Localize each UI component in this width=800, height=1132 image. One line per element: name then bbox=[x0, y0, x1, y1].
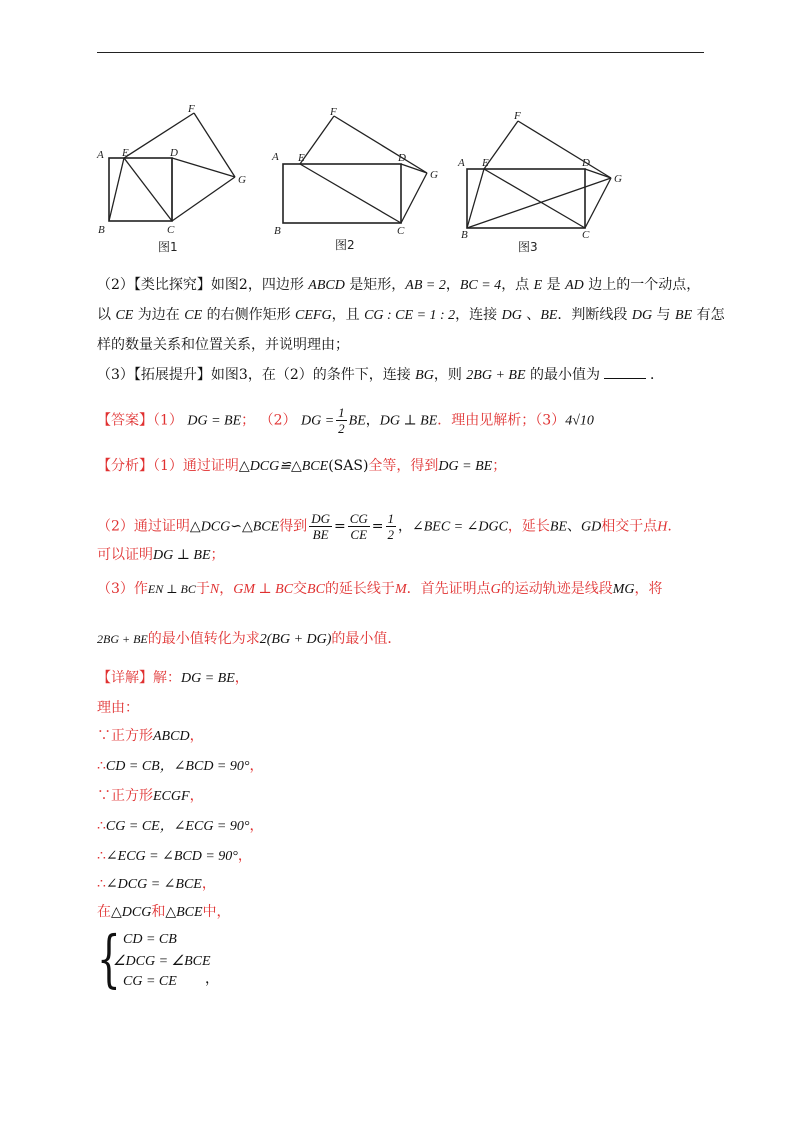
svg-text:C: C bbox=[167, 224, 175, 236]
question-2-line-2: 以 CE 为边在 CE 的右侧作矩形 CEFG，且 CG : CE = 1 : 2，连接 DG 、BE．判断线段 DG 与 BE 有怎 bbox=[97, 307, 725, 323]
svg-text:D: D bbox=[398, 152, 406, 164]
svg-text:A: A bbox=[97, 149, 104, 161]
svg-text:E: E bbox=[122, 147, 129, 159]
detail-line-2: 理由： bbox=[97, 700, 139, 716]
figure-3-caption: 图3 bbox=[518, 240, 538, 254]
svg-text:F: F bbox=[188, 103, 195, 115]
svg-text:C: C bbox=[397, 225, 405, 237]
question-3-line: （3）【拓展提升】如图3，在（2）的条件下，连接 BG，则 2BG + BE 的最小值为 ． bbox=[97, 367, 664, 383]
question-2-line-3: 样的数量关系和位置关系，并说明理由； bbox=[97, 337, 349, 353]
analysis-line-3: 可以证明DG ⊥ BE； bbox=[97, 547, 225, 563]
svg-text:A: A bbox=[458, 157, 465, 169]
svg-text:C: C bbox=[582, 229, 590, 241]
figure-1-caption: 图1 bbox=[158, 240, 178, 254]
svg-text:D: D bbox=[582, 157, 590, 169]
svg-text:F: F bbox=[514, 110, 521, 122]
svg-text:B: B bbox=[461, 229, 468, 241]
svg-text:G: G bbox=[238, 174, 246, 186]
answer-blank[interactable] bbox=[604, 378, 646, 379]
svg-text:E: E bbox=[482, 157, 489, 169]
svg-text:B: B bbox=[274, 225, 281, 237]
svg-text:F: F bbox=[330, 106, 337, 118]
system-eq-2: ∠DCG = ∠BCE bbox=[113, 954, 211, 969]
figure-1 bbox=[109, 113, 235, 221]
system-end-comma: ， bbox=[205, 972, 219, 987]
figures-row bbox=[0, 0, 800, 270]
analysis-line-4: （3）作EN ⊥ BC于N，GM ⊥ BC交BC的延长线于M．首先证明点G的运动轨迹是线段MG，将 bbox=[97, 581, 663, 597]
detail-line-8: ∴∠DCG = ∠BCE， bbox=[97, 876, 216, 892]
detail-line-4: ∴CD = CB，∠BCD = 90°， bbox=[97, 758, 264, 774]
svg-text:D: D bbox=[170, 147, 178, 159]
analysis-line-1: 【分析】（1）通过证明△DCG≌△BCE(SAS)全等，得到DG = BE； bbox=[97, 458, 507, 474]
equation-system-brace: { bbox=[97, 922, 121, 995]
detail-line-6: ∴CG = CE，∠ECG = 90°， bbox=[97, 818, 264, 834]
detail-line-7: ∴∠ECG = ∠BCD = 90°， bbox=[97, 848, 252, 864]
svg-text:E: E bbox=[298, 152, 305, 164]
detail-line-3: ∵正方形ABCD， bbox=[97, 728, 204, 744]
svg-text:G: G bbox=[614, 173, 622, 185]
svg-text:A: A bbox=[272, 151, 279, 163]
analysis-line-5: 2BG + BE的最小值转化为求2(BG + DG)的最小值． bbox=[97, 631, 402, 647]
svg-text:G: G bbox=[430, 169, 438, 181]
detail-line-5: ∵正方形ECGF， bbox=[97, 788, 204, 804]
detail-line-9: 在△DCG和△BCE中， bbox=[97, 904, 231, 920]
answer-line: 【答案】（1） DG = BE； （2） DG = $\frac{1}{2}$ BE，DG ⊥ BE．理由见解析；（3）4√10 bbox=[97, 405, 594, 436]
figure-2-caption: 图2 bbox=[335, 238, 355, 252]
svg-text:B: B bbox=[98, 224, 105, 236]
system-eq-3: CG = CE bbox=[123, 974, 177, 989]
question-2-line-1: （2）【类比探究】如图2，四边形 ABCD 是矩形，AB = 2，BC = 4，点 E 是 AD 边上的一个动点， bbox=[97, 277, 701, 293]
detail-line-1: 【详解】解：DG = BE， bbox=[97, 670, 249, 686]
figure-3 bbox=[467, 121, 611, 228]
figure-2 bbox=[283, 116, 427, 223]
analysis-line-2: （2）通过证明△DCG∽△BCE得到 $\frac{DG}{BE}$ = $\frac{CG}{CE}$ = $\frac{1}{2}$ ，∠BEC = ∠DGC，延长BE、GD相交于点H. bbox=[97, 511, 672, 542]
system-eq-1: CD = CB bbox=[123, 932, 177, 947]
